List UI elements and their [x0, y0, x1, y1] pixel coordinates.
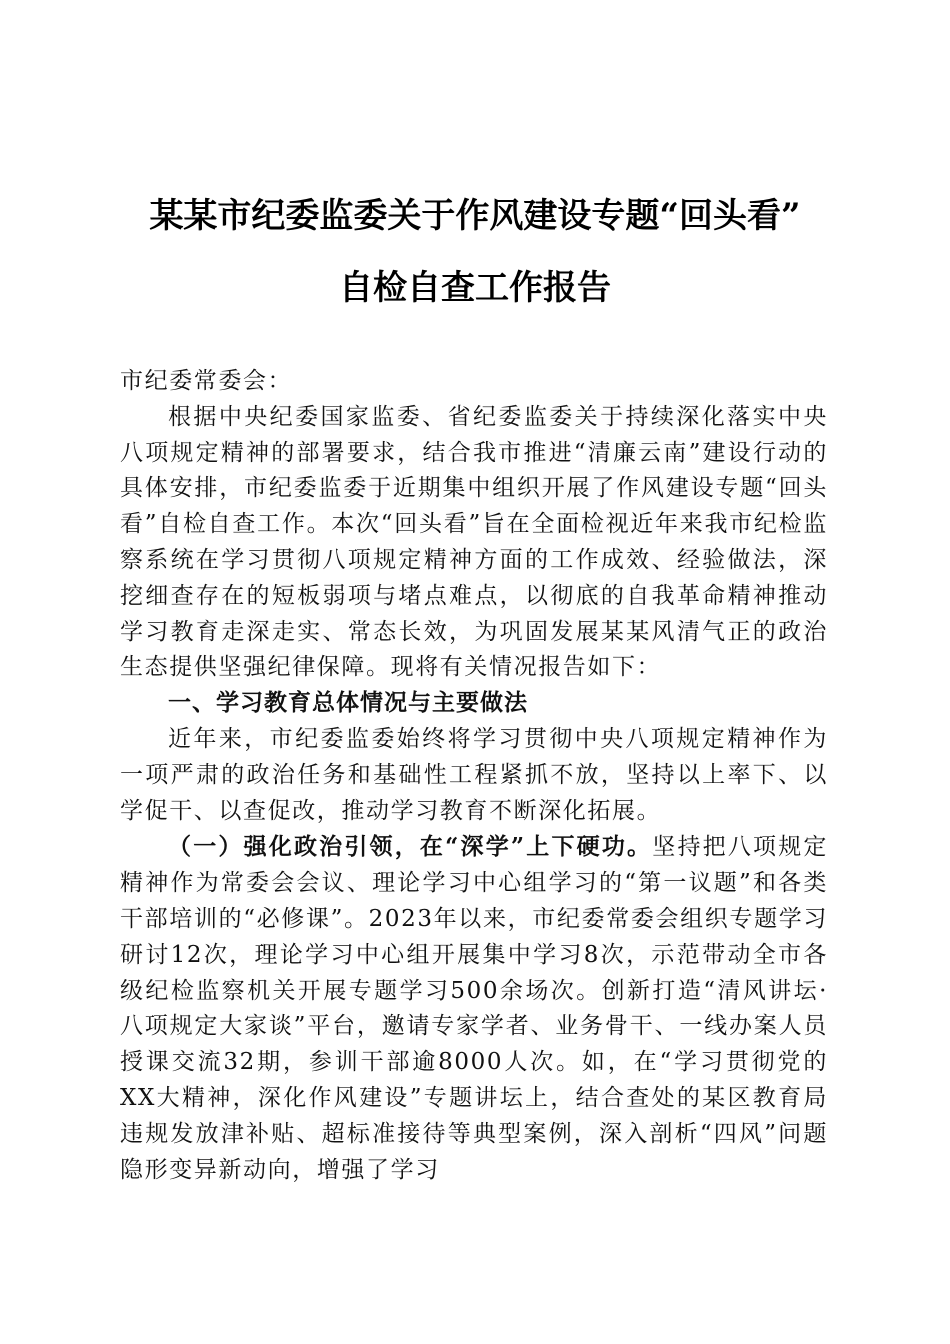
paragraph-subsection-1 [120, 829, 828, 1188]
section-heading-1: 一、学习教育总体情况与主要做法 [168, 690, 528, 717]
document-body [120, 364, 828, 1188]
salutation: 市纪委常委会： [120, 368, 293, 394]
document-title-line-1: 某某市纪委监委关于作风建设专题“回头看” [149, 196, 801, 236]
paragraph-intro: 根据中央纪委国家监委、省纪委监委关于持续深化落实中央八项规定精神的部署要求，结合我市推进“清廉云南”建设行动的具体安排，市纪委监委于近期集中组织开展了作风建设专题“回头看”自检自查工作。本次“回头看”旨在全面检视近年来我市纪检监察系统在学习贯彻八项规定精神方面的工作成效、经验做法，深挖细查存在的短板弱项与堵点难点，以彻底的自我革命精神推动学习教育走深走实、常态长效，为巩固发展某某风清气正的政治生态提供坚强纪律保障。现将有关情况报告如下： [120, 403, 828, 681]
subsection-1-lead: （一）强化政治引领，在“深学”上下硬功。 [168, 833, 653, 861]
paragraph-overview: 近年来，市纪委监委始终将学习贯彻中央八项规定精神作为一项严肃的政治任务和基础性工程紧抓不放，坚持以上率下、以学促干、以查促改，推动学习教育不断深化拓展。 [120, 725, 828, 824]
subsection-1-text: 坚持把八项规定精神作为常委会会议、理论学习中心组学习的“第一议题”和各类干部培训的“必修课”。2023年以来，市纪委常委会组织专题学习研讨12次，理论学习中心组开展集中学习8次，示范带动全市各级纪检监察机关开展专题学习500余场次。创新打造“清风讲坛·八项规定大家谈”平台，邀请专家学者、业务骨干、一线办案人员授课交流32期，参训干部逾8000人次。如，在“学习贯彻党的XX大精神，深化作风建设”专题讲坛上，结合查处的某区教育局违规发放津补贴、超标准接待等典型案例，深入剖析“四风”问题隐形变异新动向，增强了学习 [120, 834, 828, 1183]
document-title-line-2: 自检自查工作报告 [339, 268, 611, 308]
